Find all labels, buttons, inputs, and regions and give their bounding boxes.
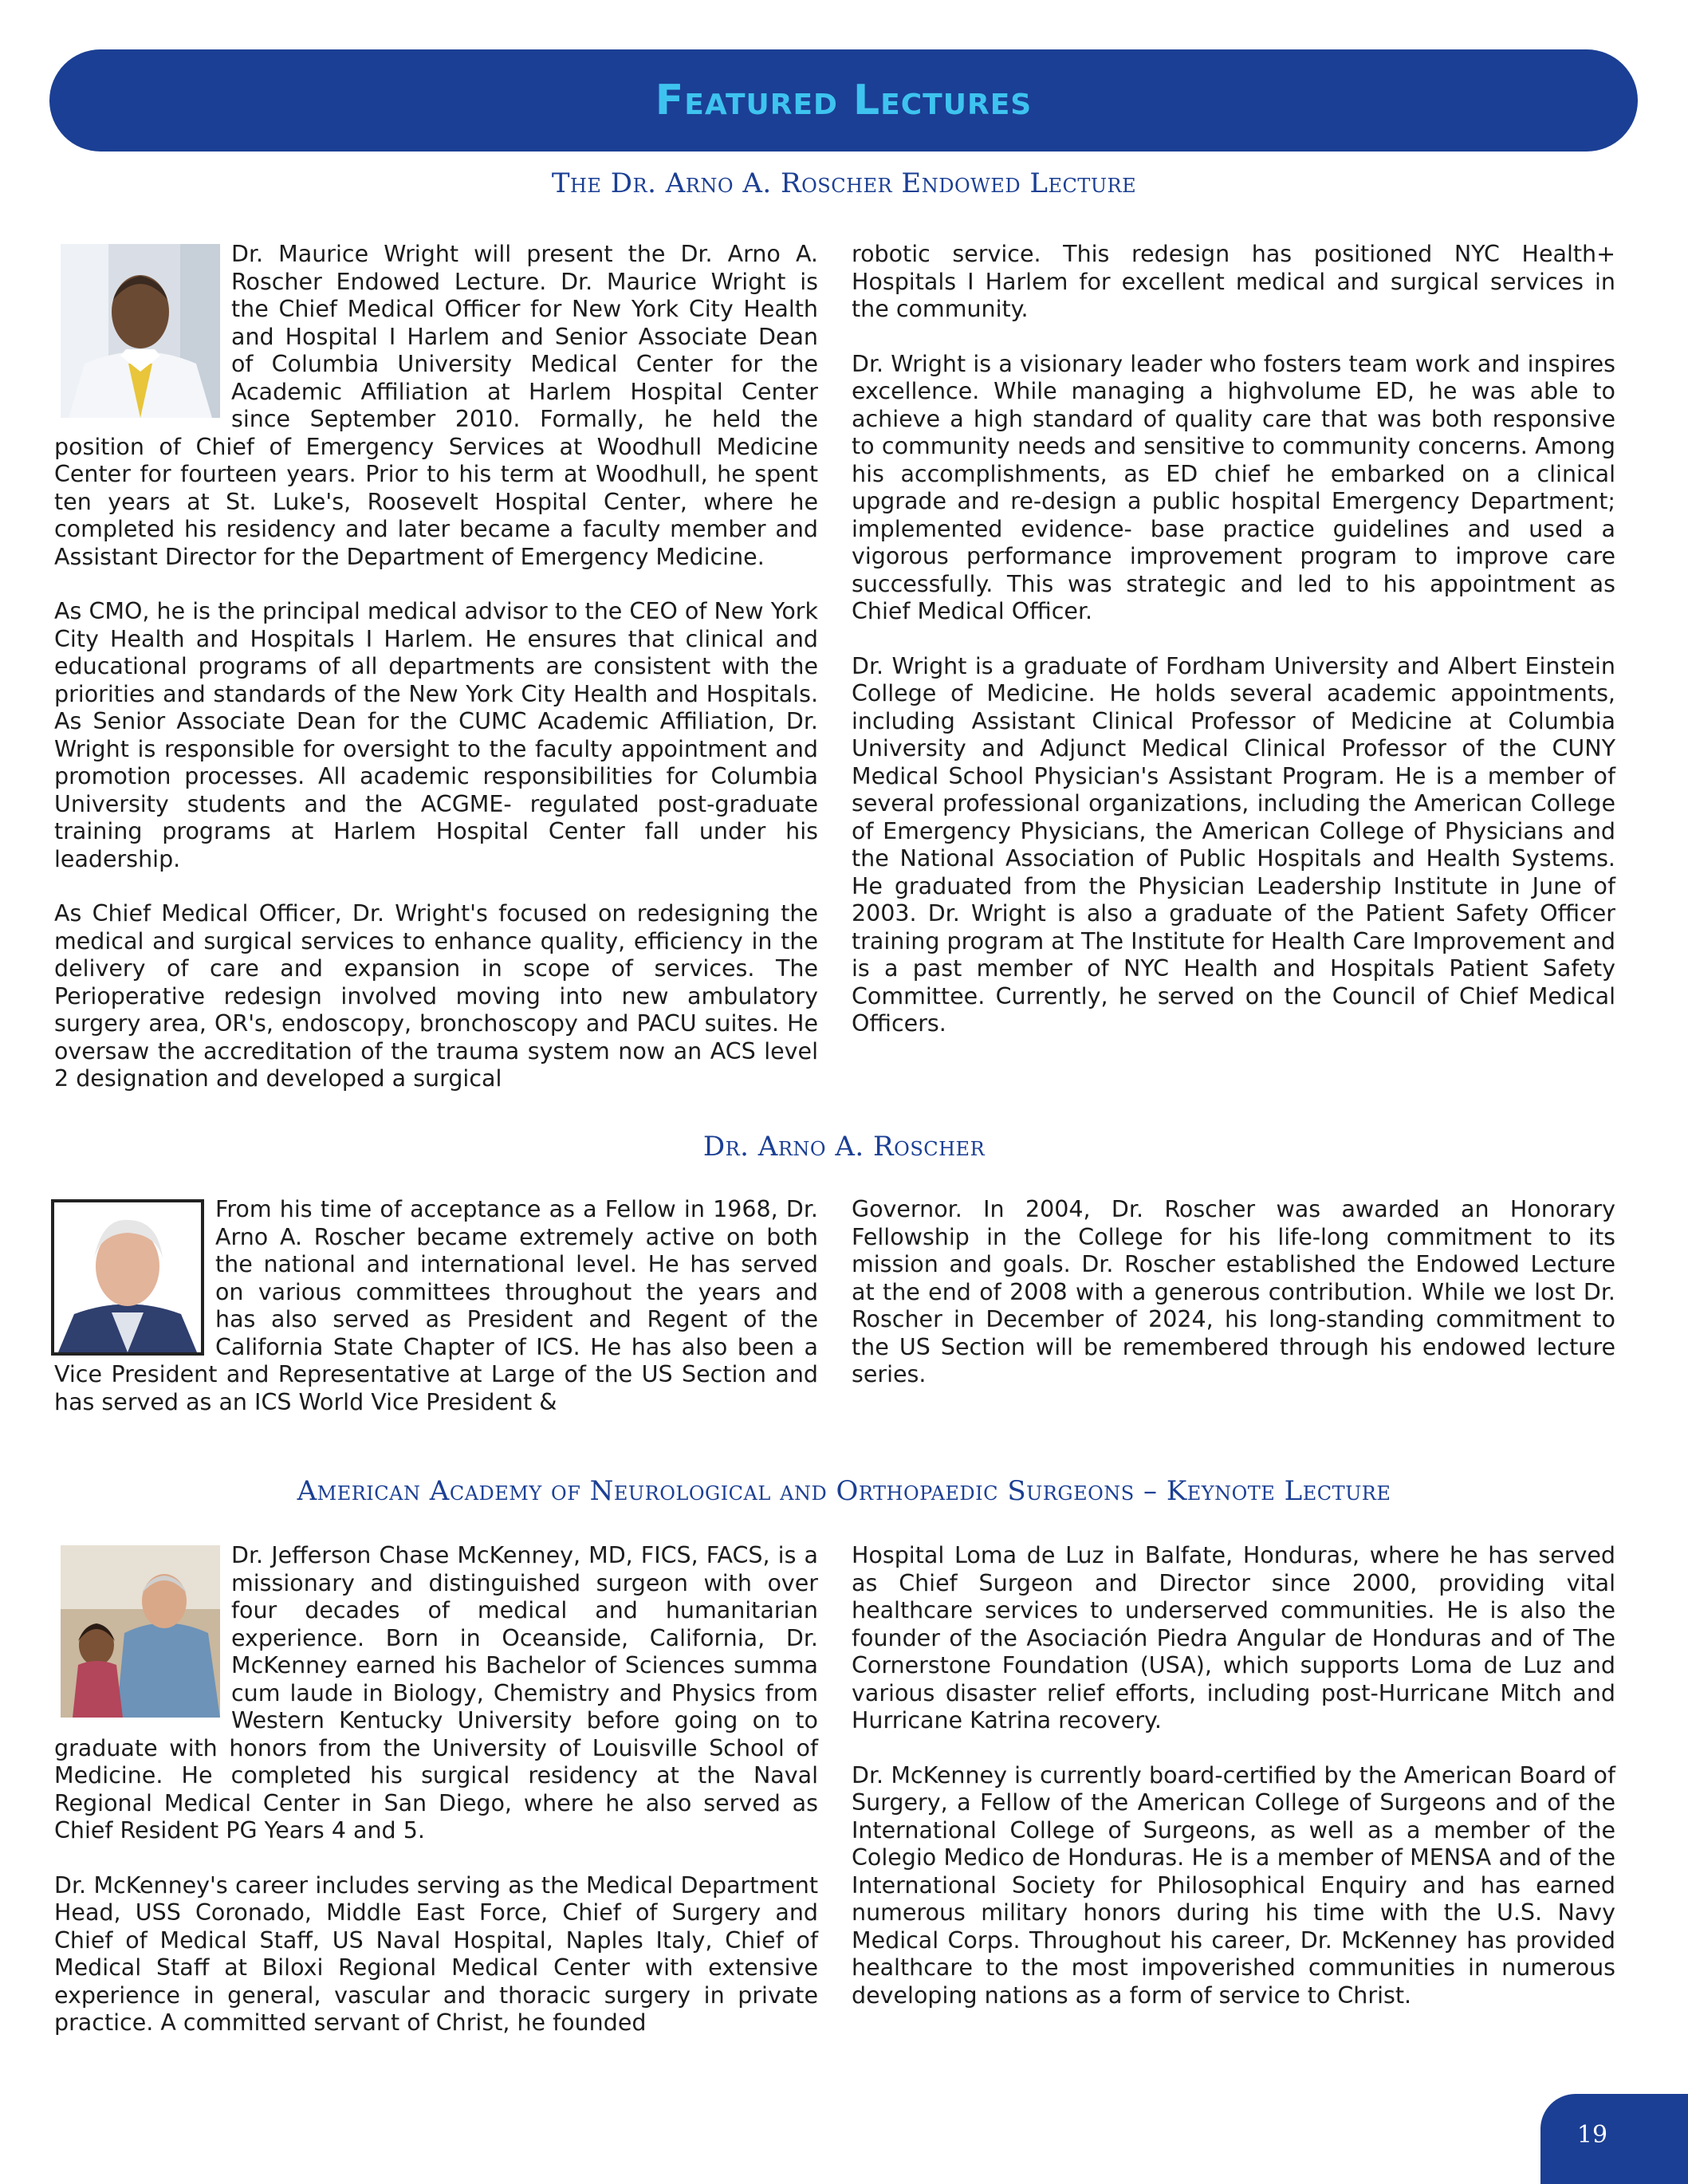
page-number: 19 [1576, 2121, 1608, 2149]
paragraph: Dr. McKenney is currently board-certified by the American Board of Surgery, a Fellow of the American College of Surgeons and of the International College of Surgeons, as well as a member of the Colegio Medico de Honduras. He is a member of MENSA and of the International Society for Philosophical Enquiry and has earned numerous military honors during his time with the U.S. Navy Medical Corps. Throughout his career, Dr. McKenney has provided healthcare to the most impoverished communities in numerous developing nations as a form of service to Christ. [852, 1761, 1615, 2009]
section-2-left-column [54, 1196, 818, 1416]
section-3-left-column [54, 1542, 818, 2037]
paragraph: Dr. Wright is a visionary leader who fosters team work and inspires excellence. While managing a highvolume ED, he was able to achieve a high standard of quality care that was both responsive to community needs and sensitive to community concerns. Among his accomplishments, as ED chief he embarked on a clinical upgrade and re-design a public hospital Emergency Department; implemented evidence- base practice guidelines and used a vigorous performance improvement program to improve care successfully. This was strategic and led to his appointment as Chief Medical Officer. [852, 350, 1615, 624]
section-title-roscher-lecture: The Dr. Arno A. Roscher Endowed Lecture [551, 167, 1137, 199]
paragraph: As Chief Medical Officer, Dr. Wright's focused on redesigning the medical and surgical services to enhance quality, efficiency in the delivery of care and expansion in scope of services. The Perioperative redesign involved moving into new ambulatory surgery area, OR's, endoscopy, bronchoscopy and PACU suites. He oversaw the accreditation of the trauma system now an ACS level 2 designation and developed a surgical [54, 900, 818, 1092]
paragraph: Dr. McKenney's career includes serving as the Medical Department Head, USS Coronado, Middle East Force, Chief of Surgery and Chief of Medical Staff, US Naval Hospital, Naples Italy, Chief of Medical Staff at Biloxi Regional Medical Center with extensive experience in general, vascular and thoracic surgery in private practice. A committed servant of Christ, he founded [54, 1871, 818, 2036]
paragraph: Dr. Wright is a graduate of Fordham University and Albert Einstein College of Medicine. He holds several academic appointments, including Assistant Clinical Professor of Medicine at Columbia University and Adjunct Medical Clinical Professor of the CUNY Medical School Physician's Assistant Program. He is a member of several professional organizations, including the American College of Emergency Physicians, the American College of Physicians and the National Association of Public Hospitals and Health Systems. He graduated from the Physician Leadership Institute in June of 2003. Dr. Wright is also a graduate of the Patient Safety Officer training program at The Institute for Health Care Improvement and is a past member of NYC Health and Hospitals Patient Safety Committee. Currently, he served on the Council of Chief Medical Officers. [852, 652, 1615, 1037]
paragraph: From his time of acceptance as a Fellow in 1968, Dr. Arno A. Roscher became extremely active on both the national and international level. He has served on various committees throughout the years and has also served as President and Regent of the California State Chapter of ICS. He has also been a Vice President and Representative at Large of the US Section and has served as an ICS World Vice President & [54, 1196, 818, 1415]
paragraph: Dr. Jefferson Chase McKenney, MD, FICS, FACS, is a missionary and distinguished surgeon with over four decades of medical and humanitarian experience. Born in Oceanside, California, Dr. McKenney earned his Bachelor of Sciences summa cum laude in Biology, Chemistry and Physics from Western Kentucky University before going on to graduate with honors from the University of Louisville School of Medicine. He completed his surgical residency at the Naval Regional Medical Center in San Diego, where he also served as Chief Resident PG Years 4 and 5. [54, 1542, 818, 1844]
featured-lectures-banner [49, 49, 1638, 152]
photo-arno-roscher [51, 1199, 204, 1356]
section-title-aanos-keynote: American Academy of Neurological and Orthopaedic Surgeons – Keynote Lecture [297, 1475, 1391, 1507]
section-title-roscher: Dr. Arno A. Roscher [702, 1131, 986, 1163]
page-title: Featured Lectures [655, 77, 1033, 124]
photo-jefferson-mckenney [61, 1545, 220, 1718]
paragraph: Dr. Maurice Wright will present the Dr. Arno A. Roscher Endowed Lecture. Dr. Maurice Wright is the Chief Medical Officer for New York City Health and Hospital I Harlem and Senior Associate Dean of Columbia University Medical Center for the Academic Affiliation at Harlem Hospital Center since September 2010. Formally, he held the position of Chief of Emergency Services at Woodhull Medicine Center for fourteen years. Prior to his term at Woodhull, he spent ten years at St. Luke's, Roosevelt Hospital Center, where he completed his residency and later became a faculty member and Assistant Director for the Department of Emergency Medicine. [54, 241, 818, 570]
section-1-right-column [852, 241, 1615, 1038]
paragraph: Governor. In 2004, Dr. Roscher was awarded an Honorary Fellowship in the College for his life-long commitment to its mission and goals. Dr. Roscher established the Endowed Lecture at the end of 2008 with a generous contribution. While we lost Dr. Roscher in December of 2024, his long-standing commitment to the US Section will be remembered through his endowed lecture series. [852, 1196, 1615, 1387]
paragraph: Hospital Loma de Luz in Balfate, Honduras, where he has served as Chief Surgeon and Director since 2000, providing vital healthcare services to underserved communities. He is also the founder of the Asociación Piedra Angular de Honduras and of The Cornerstone Foundation (USA), which supports Loma de Luz and various disaster relief efforts, including post-Hurricane Mitch and Hurricane Katrina recovery. [852, 1542, 1615, 1733]
section-1-left-column [54, 241, 818, 1093]
section-3-right-column [852, 1542, 1615, 2009]
paragraph: As CMO, he is the principal medical advisor to the CEO of New York City Health and Hospitals I Harlem. He ensures that clinical and educational programs of all departments are consistent with the priorities and standards of the New York City Health and Hospitals. As Senior Associate Dean for the CUMC Academic Affiliation, Dr. Wright is responsible for oversight to the faculty appointment and promotion processes. All academic responsibilities for Columbia University students and the ACGME- regulated post-graduate training programs at Harlem Hospital Center fall under his leadership. [54, 598, 818, 872]
paragraph: robotic service. This redesign has positioned NYC Health+ Hospitals I Harlem for excellent medical and surgical services in the community. [852, 241, 1615, 322]
section-2-right-column [852, 1196, 1615, 1389]
photo-maurice-wright [61, 244, 220, 418]
